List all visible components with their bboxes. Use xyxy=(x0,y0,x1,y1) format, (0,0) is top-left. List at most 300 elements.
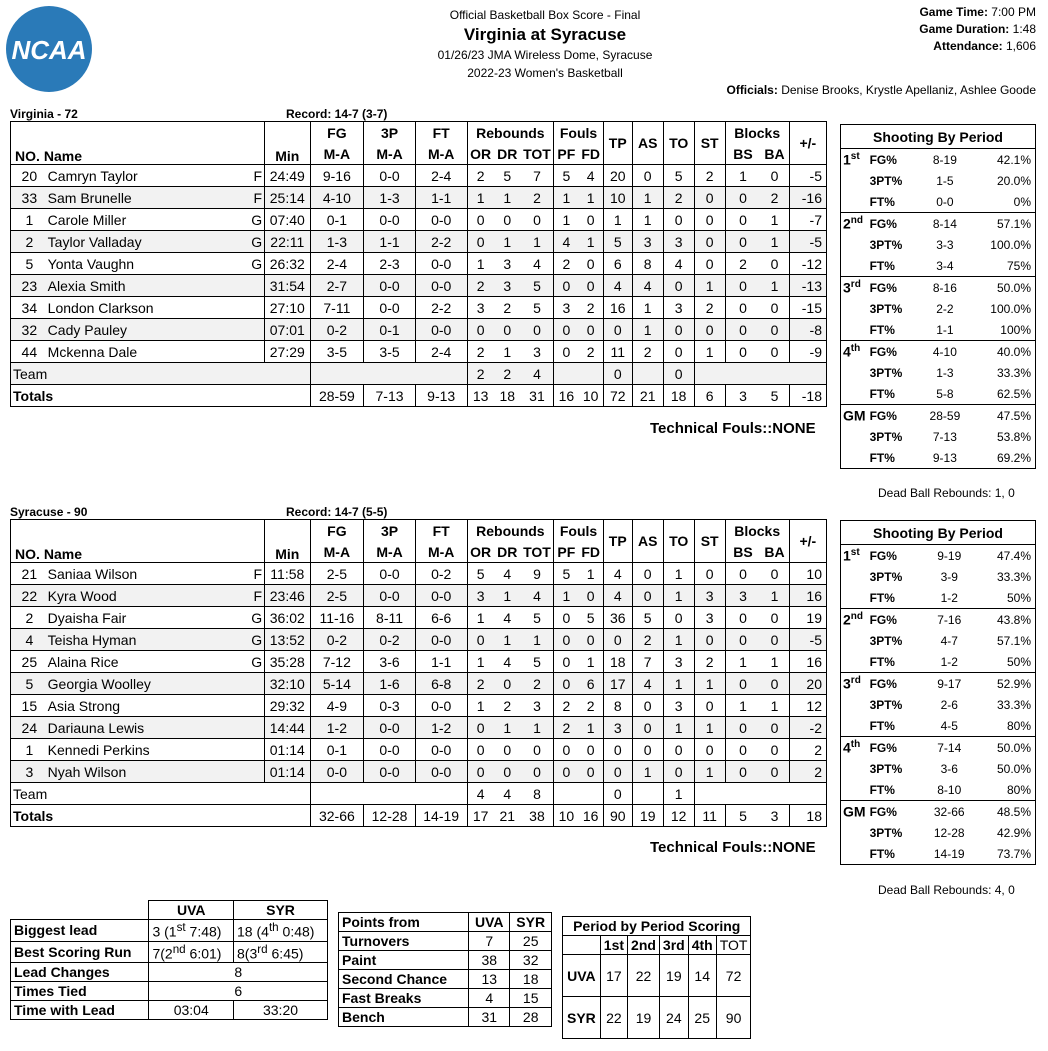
stat-or: 0 xyxy=(467,739,494,761)
stat-fg: 4-9 xyxy=(310,695,364,717)
stat-fg: 0-2 xyxy=(310,319,364,341)
period-label xyxy=(841,630,866,651)
stat-pf: 1 xyxy=(554,585,579,607)
stat-fd: 5 xyxy=(579,607,604,629)
player-row xyxy=(11,187,827,209)
stat-pf: 4 xyxy=(554,231,579,253)
team-empty xyxy=(310,783,467,805)
header-row xyxy=(11,122,827,144)
period-label xyxy=(841,447,866,469)
stat-as: 8 xyxy=(632,253,663,275)
stat-plus-minus: -15 xyxy=(789,297,826,319)
stat-dr: 1 xyxy=(494,187,521,209)
team-row xyxy=(11,783,827,805)
col-as: AS xyxy=(632,122,663,165)
stat-fd: 1 xyxy=(579,651,604,673)
attendance-label: Attendance: xyxy=(933,39,1003,53)
period-label: 1st xyxy=(843,151,860,168)
total-tot: 38 xyxy=(521,805,554,827)
stat-ft: 2-2 xyxy=(415,297,467,319)
shooting-row xyxy=(841,843,1036,865)
shooting-made-att: 1-3 xyxy=(936,365,954,380)
stat-ft: 0-0 xyxy=(415,319,467,341)
stat-fd: 2 xyxy=(579,341,604,363)
player-row xyxy=(11,165,827,187)
stat-bs: 1 xyxy=(725,165,760,187)
shooting-made-att: 4-10 xyxy=(919,341,970,363)
col-dr: DR xyxy=(494,143,521,165)
stat-min: 11:58 xyxy=(265,563,310,585)
shooting-pct: 52.9% xyxy=(976,673,1035,695)
stat-or: 1 xyxy=(467,187,494,209)
stat-or: 2 xyxy=(467,673,494,695)
stat-tp: 3 xyxy=(603,717,632,739)
stat-tot: 0 xyxy=(521,319,554,341)
shooting-stat-label: 3PT% xyxy=(869,697,903,712)
col-as: AS xyxy=(632,520,663,563)
col-plus-minus: +/- xyxy=(789,520,826,563)
stat-plus-minus: 2 xyxy=(789,739,826,761)
team-or: 4 xyxy=(467,783,494,805)
player-name-cell xyxy=(48,717,265,739)
total-bs: 3 xyxy=(725,385,760,407)
shooting-made-att: 1-2 xyxy=(940,590,958,605)
stat-pf: 5 xyxy=(554,165,579,187)
ncaa-logo-text: NCAA xyxy=(11,35,87,65)
player-number: 1 xyxy=(11,739,48,761)
player-name: Carole Miller xyxy=(47,211,127,228)
player-row xyxy=(11,253,827,275)
shooting-made-att: 3-9 xyxy=(940,569,958,584)
col-pf: PF xyxy=(554,541,579,563)
shooting-row xyxy=(841,405,1036,427)
stat-fg: 5-14 xyxy=(310,673,364,695)
stat-as: 0 xyxy=(632,563,663,585)
stat-plus-minus: -5 xyxy=(789,231,826,253)
stat-or: 0 xyxy=(467,761,494,783)
period-header: TOT xyxy=(716,936,751,955)
stat-bs: 0 xyxy=(725,187,760,209)
points-uva: 31 xyxy=(469,1008,510,1027)
stat-or: 1 xyxy=(467,695,494,717)
stat-dr: 3 xyxy=(494,275,521,297)
shooting-made-att: 4-7 xyxy=(940,633,958,648)
player-position: F xyxy=(253,587,263,604)
stat-tp: 20 xyxy=(603,165,632,187)
col-rebounds: Rebounds xyxy=(467,122,554,144)
stat-bs: 0 xyxy=(725,231,760,253)
player-name-cell xyxy=(48,695,265,717)
stat-ba: 1 xyxy=(760,209,789,231)
stat-pf: 2 xyxy=(554,253,579,275)
period-score: 22 xyxy=(600,997,627,1039)
total-pm: 18 xyxy=(789,805,826,827)
stat-pf: 1 xyxy=(554,187,579,209)
player-number: 15 xyxy=(11,695,48,717)
dead-ball-rebounds: Dead Ball Rebounds: 4, 0 xyxy=(878,883,1015,897)
shooting-row xyxy=(841,630,1036,651)
col-tp: TP xyxy=(603,122,632,165)
player-name: Cady Pauley xyxy=(47,321,128,338)
player-row xyxy=(11,629,827,651)
stat-or: 1 xyxy=(467,651,494,673)
stat-3p: 0-0 xyxy=(364,585,416,607)
period-label: GM xyxy=(841,405,866,427)
stat-to: 4 xyxy=(663,253,694,275)
stat-or: 0 xyxy=(467,319,494,341)
shooting-made-att: 1-2 xyxy=(940,654,958,669)
player-number: 5 xyxy=(11,673,48,695)
stat-min: 13:52 xyxy=(265,629,310,651)
stat-ft: 1-1 xyxy=(415,187,467,209)
shooting-row xyxy=(841,383,1036,405)
stat-fd: 1 xyxy=(579,187,604,209)
player-name-cell xyxy=(48,319,265,341)
table-row xyxy=(563,997,751,1039)
no-name-header xyxy=(11,122,265,165)
stat-min: 22:11 xyxy=(265,231,310,253)
shooting-pct: 47.5% xyxy=(970,405,1035,427)
stat-or: 2 xyxy=(467,165,494,187)
stat-tp: 0 xyxy=(603,319,632,341)
team-dr: 2 xyxy=(494,363,521,385)
shooting-pct: 0% xyxy=(1013,194,1031,209)
stat-to: 3 xyxy=(663,651,694,673)
shooting-row xyxy=(841,673,1036,695)
team-record: Record: 14-7 (3-7) xyxy=(286,107,388,121)
stat-min: 35:28 xyxy=(265,651,310,673)
period-label xyxy=(841,843,866,865)
shooting-pct: 80% xyxy=(1006,782,1031,797)
stat-or: 2 xyxy=(467,275,494,297)
team-row-label: Team xyxy=(11,363,311,385)
stat-bs: 0 xyxy=(725,739,760,761)
stat-pf: 0 xyxy=(554,319,579,341)
totals-label: Totals xyxy=(11,805,311,827)
total-bs: 5 xyxy=(725,805,760,827)
stat-st: 1 xyxy=(694,275,725,297)
stat-pf: 0 xyxy=(554,761,579,783)
stat-as: 4 xyxy=(632,673,663,695)
total-or: 17 xyxy=(467,805,494,827)
stat-to: 5 xyxy=(663,165,694,187)
shooting-made-att: 3-3 xyxy=(936,237,954,252)
shooting-made-att: 1-1 xyxy=(936,322,954,337)
stat-as: 1 xyxy=(632,761,663,783)
shooting-stat-label: 3PT% xyxy=(869,761,903,776)
stat-pf: 2 xyxy=(554,695,579,717)
shooting-stat-label: FT% xyxy=(869,782,895,797)
stat-fd: 0 xyxy=(579,275,604,297)
stat-3p: 0-3 xyxy=(364,695,416,717)
shooting-row xyxy=(841,255,1036,277)
total-dr: 18 xyxy=(494,385,521,407)
col-to: TO xyxy=(663,122,694,165)
shooting-pct: 53.8% xyxy=(996,429,1031,444)
period-label xyxy=(841,426,866,447)
col-or: OR xyxy=(467,143,494,165)
stat-plus-minus: 16 xyxy=(789,585,826,607)
shooting-stat-label: FT% xyxy=(869,322,895,337)
stat-min: 25:14 xyxy=(265,187,310,209)
period-label: 2nd xyxy=(841,609,866,631)
stat-bs: 1 xyxy=(725,651,760,673)
player-name-cell xyxy=(48,607,265,629)
stat-fg: 2-7 xyxy=(310,275,364,297)
col-tot: TOT xyxy=(521,143,554,165)
team-empty xyxy=(310,363,467,385)
player-name: Yonta Vaughn xyxy=(47,255,135,272)
stat-bs: 0 xyxy=(725,209,760,231)
stat-to: 0 xyxy=(663,341,694,363)
player-row xyxy=(11,695,827,717)
stat-ft: 6-8 xyxy=(415,673,467,695)
stat-fd: 1 xyxy=(579,563,604,585)
stat-min: 01:14 xyxy=(265,739,310,761)
team-title: Syracuse - 90 xyxy=(10,505,88,519)
game-time-label: Game Time: xyxy=(919,5,988,19)
stat-st: 0 xyxy=(694,695,725,717)
period-label: 3rd xyxy=(841,673,866,695)
stat-tot: 2 xyxy=(521,673,554,695)
stat-as: 4 xyxy=(632,275,663,297)
col-rebounds: Rebounds xyxy=(467,520,554,542)
team-record: Record: 14-7 (5-5) xyxy=(286,505,388,519)
stat-ft: 0-0 xyxy=(415,695,467,717)
stat-3p: 8-11 xyxy=(364,607,416,629)
col-ft: FT xyxy=(415,122,467,144)
player-name: Teisha Hyman xyxy=(47,631,137,648)
header-center xyxy=(330,6,760,82)
stat-to: 1 xyxy=(663,563,694,585)
duration-label: Game Duration: xyxy=(919,22,1010,36)
stat-ft: 0-2 xyxy=(415,563,467,585)
player-number: 2 xyxy=(11,231,48,253)
col-fg-ma: M-A xyxy=(310,541,364,563)
col-min: Min xyxy=(265,520,310,563)
player-position: G xyxy=(251,653,263,670)
total-st: 11 xyxy=(694,805,725,827)
stat-to: 0 xyxy=(663,739,694,761)
period-label: GM xyxy=(841,801,866,823)
stat-3p: 0-0 xyxy=(364,739,416,761)
stat-st: 2 xyxy=(694,297,725,319)
player-position: F xyxy=(253,189,263,206)
stat-dr: 4 xyxy=(494,563,521,585)
shooting-stat-label: 3PT% xyxy=(869,173,903,188)
box-score-table xyxy=(10,121,827,407)
player-name: Alaina Rice xyxy=(47,653,119,670)
col-fouls: Fouls xyxy=(554,520,604,542)
stat-tp: 18 xyxy=(603,651,632,673)
stat-ba: 0 xyxy=(760,165,789,187)
shooting-stat-label: FG% xyxy=(866,277,920,299)
player-number: 3 xyxy=(11,761,48,783)
team-to: 1 xyxy=(663,783,694,805)
period-header: 1st xyxy=(600,936,627,955)
col-fg: FG xyxy=(310,520,364,542)
points-syr: 18 xyxy=(510,970,552,989)
shooting-pct: 43.8% xyxy=(976,609,1035,631)
player-number: 23 xyxy=(11,275,48,297)
shooting-row xyxy=(841,149,1036,171)
player-row xyxy=(11,209,827,231)
stat-3p: 2-3 xyxy=(364,253,416,275)
col-ft: FT xyxy=(415,520,467,542)
total-tp3: 7-13 xyxy=(364,385,416,407)
shooting-row xyxy=(841,587,1036,609)
stat-dr: 4 xyxy=(494,651,521,673)
player-row xyxy=(11,673,827,695)
game-date-venue: 01/26/23 JMA Wireless Dome, Syracuse xyxy=(437,48,653,62)
stat-ba: 0 xyxy=(760,673,789,695)
stat-3p: 0-0 xyxy=(364,563,416,585)
col-ft-ma: M-A xyxy=(415,541,467,563)
stat-ft: 6-6 xyxy=(415,607,467,629)
shooting-stat-label: 3PT% xyxy=(869,301,903,316)
shooting-made-att: 3-4 xyxy=(936,258,954,273)
player-name-cell xyxy=(48,253,265,275)
game-time: 7:00 PM xyxy=(991,5,1036,19)
stat-tp: 0 xyxy=(603,629,632,651)
shooting-stat-label: 3PT% xyxy=(869,237,903,252)
period-label xyxy=(841,298,866,319)
stat-bs: 0 xyxy=(725,319,760,341)
stat-fd: 1 xyxy=(579,717,604,739)
stat-ba: 1 xyxy=(760,275,789,297)
stat-as: 1 xyxy=(632,319,663,341)
technical-fouls: Technical Fouls::NONE xyxy=(650,420,816,437)
period-score: 24 xyxy=(659,997,688,1039)
team-tp: 0 xyxy=(603,363,632,385)
stat-pf: 0 xyxy=(554,651,579,673)
stat-ft: 0-0 xyxy=(415,585,467,607)
stat-fg: 1-3 xyxy=(310,231,364,253)
table-row xyxy=(339,970,552,989)
total-ba: 5 xyxy=(760,385,789,407)
stat-st: 1 xyxy=(694,717,725,739)
shooting-row xyxy=(841,277,1036,299)
stat-plus-minus: -16 xyxy=(789,187,826,209)
stat-ba: 0 xyxy=(760,253,789,275)
shooting-made-att: 3-6 xyxy=(940,761,958,776)
shooting-row xyxy=(841,779,1036,801)
shooting-row xyxy=(841,362,1036,383)
stat-ba: 1 xyxy=(760,231,789,253)
shooting-row xyxy=(841,651,1036,673)
shooting-row xyxy=(841,694,1036,715)
player-number: 25 xyxy=(11,651,48,673)
period-corner xyxy=(563,936,601,955)
team-to: 0 xyxy=(663,363,694,385)
table-row xyxy=(339,1008,552,1027)
player-number: 20 xyxy=(11,165,48,187)
stat-to: 1 xyxy=(663,629,694,651)
stat-to: 2 xyxy=(663,187,694,209)
game-duration: 1:48 xyxy=(1012,22,1036,36)
player-position: G xyxy=(251,255,263,272)
pf-col-syr: SYR xyxy=(510,913,552,932)
best-run-syr: 8(3rd 6:45) xyxy=(234,941,328,963)
col-3p: 3P xyxy=(364,122,416,144)
lead-changes-label: Lead Changes xyxy=(11,963,149,982)
stat-st: 3 xyxy=(694,607,725,629)
stat-min: 23:46 xyxy=(265,585,310,607)
officials xyxy=(726,83,1036,97)
stat-3p: 1-6 xyxy=(364,673,416,695)
total-dr: 21 xyxy=(494,805,521,827)
player-row xyxy=(11,607,827,629)
period-label xyxy=(841,191,866,213)
player-name-cell xyxy=(48,629,265,651)
shooting-row xyxy=(841,426,1036,447)
period-label xyxy=(841,255,866,277)
col-3p-ma: M-A xyxy=(364,143,416,165)
stat-3p: 0-0 xyxy=(364,209,416,231)
col-dr: DR xyxy=(494,541,521,563)
biggest-lead-uva: 3 (1st 7:48) xyxy=(149,920,234,942)
stat-tot: 1 xyxy=(521,717,554,739)
stat-ft: 1-2 xyxy=(415,717,467,739)
stat-or: 3 xyxy=(467,585,494,607)
stat-ft: 1-1 xyxy=(415,651,467,673)
player-number: 44 xyxy=(11,341,48,363)
shooting-row xyxy=(841,545,1036,567)
stat-fg: 11-16 xyxy=(310,607,364,629)
stat-tot: 0 xyxy=(521,209,554,231)
shooting-made-att: 8-14 xyxy=(919,213,970,235)
stat-fg: 0-2 xyxy=(310,629,364,651)
stat-to: 1 xyxy=(663,717,694,739)
stat-ba: 0 xyxy=(760,297,789,319)
col-st: ST xyxy=(694,122,725,165)
stat-tp: 36 xyxy=(603,607,632,629)
stat-ba: 1 xyxy=(760,585,789,607)
stat-tot: 2 xyxy=(521,187,554,209)
period-header: 4th xyxy=(688,936,716,955)
total-tp3: 12-28 xyxy=(364,805,416,827)
shooting-made-att: 8-10 xyxy=(937,782,962,797)
points-from-label: Fast Breaks xyxy=(339,989,469,1008)
shooting-pct: 33.3% xyxy=(996,697,1031,712)
shooting-pct: 100.0% xyxy=(990,237,1031,252)
stat-tot: 4 xyxy=(521,253,554,275)
player-name-cell xyxy=(48,739,265,761)
col-name: Name xyxy=(43,546,83,562)
stat-or: 2 xyxy=(467,341,494,363)
stat-dr: 1 xyxy=(494,629,521,651)
col-3p-ma: M-A xyxy=(364,541,416,563)
stat-or: 5 xyxy=(467,563,494,585)
player-name-cell xyxy=(48,651,265,673)
period-label xyxy=(841,587,866,609)
player-position: G xyxy=(251,631,263,648)
header-row xyxy=(11,520,827,542)
stat-dr: 0 xyxy=(494,319,521,341)
player-number: 22 xyxy=(11,585,48,607)
box-score-subtitle: Official Basketball Box Score - Final xyxy=(449,8,641,22)
points-from-label: Bench xyxy=(339,1008,469,1027)
officials-label: Officials: xyxy=(726,83,778,97)
shooting-header xyxy=(841,125,1036,149)
stat-st: 0 xyxy=(694,187,725,209)
team-row xyxy=(11,363,827,385)
player-name: Mckenna Dale xyxy=(47,343,138,360)
player-name-cell xyxy=(48,275,265,297)
player-row xyxy=(11,231,827,253)
col-fd: FD xyxy=(579,143,604,165)
table-row xyxy=(339,951,552,970)
